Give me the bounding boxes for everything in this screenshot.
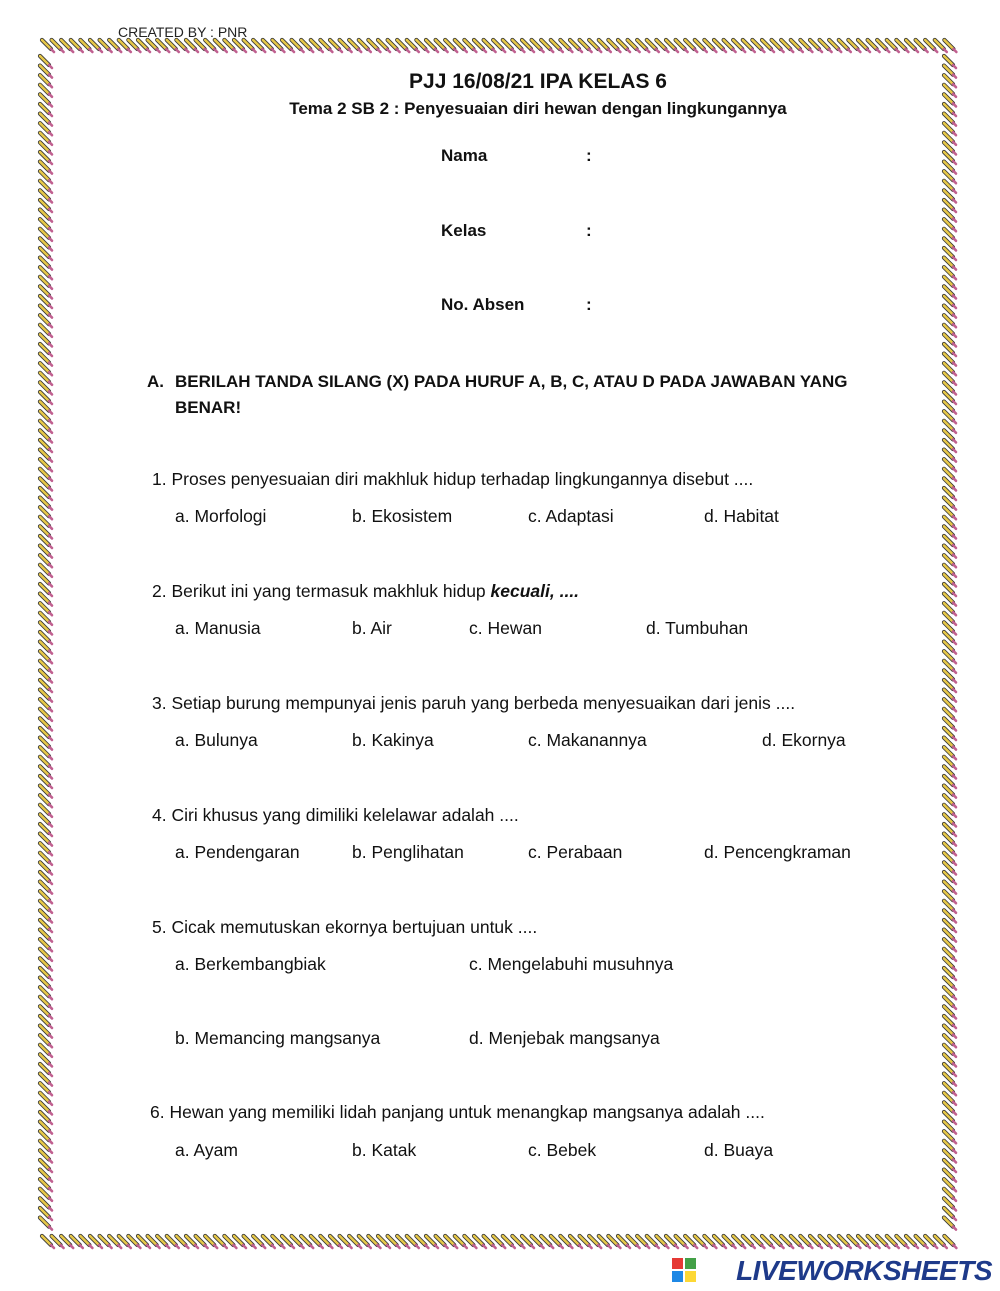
option-6a[interactable]: a. Ayam [175,1140,238,1160]
option-2c[interactable]: c. Hewan [469,618,542,638]
pencil-column-right [944,56,956,1230]
question-2 [152,581,579,602]
field-label-nama: Nama [441,146,488,165]
question-number: 4. [152,805,167,825]
option-1c[interactable]: c. Adaptasi [528,506,614,526]
option-1a[interactable]: a. Morfologi [175,506,267,526]
section-letter: A. [147,372,164,391]
section-instruction [147,369,917,421]
creator-label: CREATED BY : PNR [118,24,248,40]
option-5c[interactable]: c. Mengelabuhi musuhnya [469,954,674,974]
question-text: Ciri khusus yang dimiliki kelelawar adalah .... [171,805,519,825]
question-emphasis: kecuali, .... [490,581,580,601]
option-5b[interactable]: b. Memancing mangsanya [175,1028,381,1048]
option-5d[interactable]: d. Menjebak mangsanya [469,1028,660,1048]
option-3b[interactable]: b. Kakinya [352,730,434,750]
question-text: Proses penyesuaian diri makhluk hidup terhadap lingkungannya disebut .... [171,469,754,489]
question-number: 3. [152,693,167,713]
option-1d[interactable]: d. Habitat [704,506,779,526]
field-colon-absen: : [586,295,592,314]
field-colon-nama: : [586,146,592,165]
question-text: Hewan yang memiliki lidah panjang untuk menangkap mangsanya adalah .... [169,1102,765,1122]
option-4d[interactable]: d. Pencengkraman [704,842,851,862]
field-colon-kelas: : [586,221,592,240]
pencil-row-bottom [42,1236,956,1248]
option-2a[interactable]: a. Manusia [175,618,261,638]
question-text: Setiap burung mempunyai jenis paruh yang berbeda menyesuaikan dari jenis .... [171,693,796,713]
option-4a[interactable]: a. Pendengaran [175,842,300,862]
question-number: 5. [152,917,167,937]
question-1 [152,469,753,490]
question-number: 2. [152,581,167,601]
option-3a[interactable]: a. Bulunya [175,730,258,750]
question-5 [152,917,537,938]
liveworksheets-logo: LIVEWORKSHEETS [736,1255,992,1286]
pencil-column-left [40,56,52,1230]
question-text: Berikut ini yang termasuk makhluk hidup [171,581,491,601]
question-3 [152,693,795,714]
option-5a[interactable]: a. Berkembangbiak [175,954,326,974]
section-instruction-text: BERILAH TANDA SILANG (X) PADA HURUF A, B, C, ATAU D PADA JAWABAN YANG BENAR! [175,372,848,417]
page-title: PJJ 16/08/21 IPA KELAS 6 [409,70,667,93]
option-6b[interactable]: b. Katak [352,1140,417,1160]
question-6 [150,1102,765,1123]
option-6d[interactable]: d. Buaya [704,1140,774,1160]
option-6c[interactable]: c. Bebek [528,1140,597,1160]
pencil-row-top [42,40,956,52]
option-3c[interactable]: c. Makanannya [528,730,647,750]
page-subtitle: Tema 2 SB 2 : Penyesuaian diri hewan dengan lingkungannya [289,99,787,118]
option-4c[interactable]: c. Perabaan [528,842,623,862]
field-label-absen: No. Absen [441,295,525,314]
field-label-kelas: Kelas [441,221,487,240]
option-2b[interactable]: b. Air [352,618,392,638]
question-text: Cicak memutuskan ekornya bertujuan untuk .... [171,917,538,937]
option-1b[interactable]: b. Ekosistem [352,506,453,526]
option-2d[interactable]: d. Tumbuhan [646,618,749,638]
liveworksheets-badge-icon [672,1258,696,1282]
question-number: 6. [150,1102,165,1122]
option-4b[interactable]: b. Penglihatan [352,842,464,862]
question-4 [152,805,519,826]
question-number: 1. [152,469,167,489]
option-3d[interactable]: d. Ekornya [762,730,846,750]
